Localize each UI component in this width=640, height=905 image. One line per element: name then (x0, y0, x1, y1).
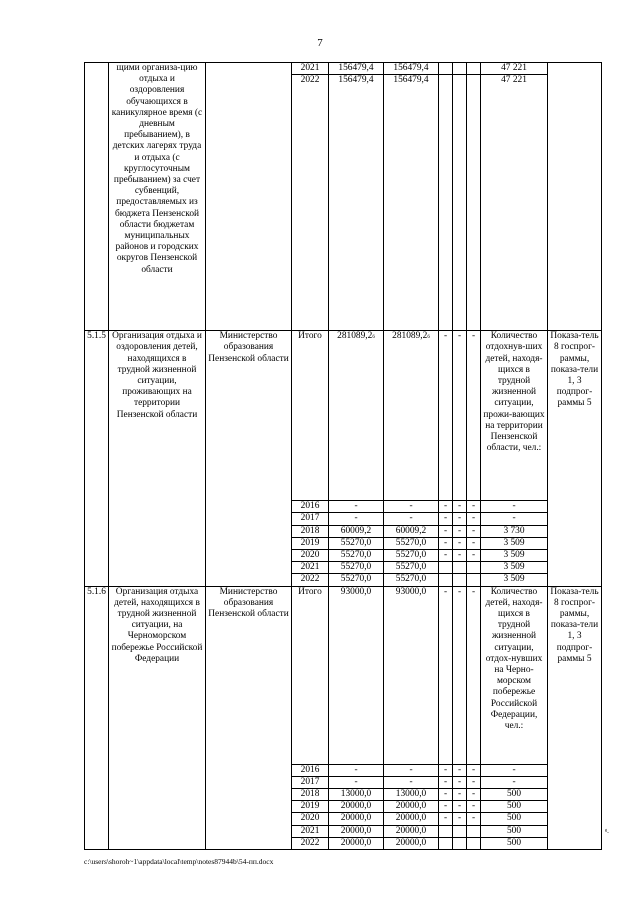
year-cell: 2021 (292, 562, 329, 574)
funding-cell: - (439, 813, 453, 825)
year-cell: 2018 (292, 525, 329, 537)
funding-cell: - (453, 764, 467, 776)
funding-cell: - (467, 525, 481, 537)
funding-cell: - (453, 537, 467, 549)
funding-cell: - (439, 801, 453, 813)
funding-cell (453, 837, 467, 849)
funding-cell (453, 63, 467, 75)
total-amount-cell: 60009,2 (329, 525, 384, 537)
indicator-value-cell: - (481, 513, 548, 525)
program-table (84, 62, 602, 850)
regional-amount-cell: 55270,0 (384, 574, 439, 586)
year-cell: 2019 (292, 801, 329, 813)
table-body (85, 63, 602, 850)
year-cell: 2016 (292, 501, 329, 513)
item-number: 5.1.6 (85, 586, 109, 849)
funding-cell: - (467, 513, 481, 525)
total-amount-cell: 55270,0 (329, 562, 384, 574)
regional-amount-cell: 55270,0 (384, 562, 439, 574)
funding-cell: - (453, 525, 467, 537)
funding-cell (467, 825, 481, 837)
regional-amount-cell: 55270,0 (384, 537, 439, 549)
funding-cell: - (453, 331, 467, 501)
funding-cell: - (467, 789, 481, 801)
total-amount-cell: 156479,4 (329, 63, 384, 75)
regional-amount-cell: 13000,0 (384, 789, 439, 801)
total-amount-cell: 13000,0 (329, 789, 384, 801)
indicator-value-cell: 3 509 (481, 562, 548, 574)
indicator-link: Показа-тель 8 госпрог-раммы, показа-тели 1, 3 подпрог-раммы 5 (548, 331, 602, 586)
funding-cell: - (439, 764, 453, 776)
funding-cell: - (467, 801, 481, 813)
funding-cell: - (467, 501, 481, 513)
regional-amount-cell: - (384, 764, 439, 776)
total-amount-cell: 20000,0 (329, 813, 384, 825)
regional-amount-cell: 20000,0 (384, 801, 439, 813)
margin-mark: ᵍ. (605, 827, 609, 835)
regional-amount-cell: 156479,4 (384, 75, 439, 331)
funding-cell (453, 562, 467, 574)
funding-cell (467, 562, 481, 574)
total-amount: 281089,2 (337, 331, 373, 342)
year-cell: 2022 (292, 75, 329, 331)
item-description: щими организа-цию отдыха и оздоровления обучающихся в каникулярное время (с дневным пребыванием), в детских лагерях труда и отдыха (с круглосуточным пребыванием) за счет субвенций, предоставляемых из бюджета Пензенской области бюджетам муниципальных районов и городских округов Пензенской области (109, 63, 206, 331)
year-cell: 2017 (292, 513, 329, 525)
indicator-value-cell: - (481, 764, 548, 776)
regional-amount-cell: 156479,4 (384, 63, 439, 75)
total-amount-cell: 156479,4 (329, 75, 384, 331)
funding-cell: - (467, 776, 481, 788)
total-mark: 6 (372, 335, 375, 341)
funding-cell (453, 825, 467, 837)
funding-cell (439, 574, 453, 586)
funding-cell: - (467, 537, 481, 549)
year-cell: 2018 (292, 789, 329, 801)
indicator-value-cell: 47 221 (481, 75, 548, 331)
item-header-row (85, 586, 602, 764)
itogo-label: Итого (292, 586, 329, 764)
funding-cell: - (467, 331, 481, 501)
indicator-value-cell: 3 509 (481, 537, 548, 549)
funding-cell (467, 574, 481, 586)
regional-amount-cell: - (384, 501, 439, 513)
year-cell: 2020 (292, 813, 329, 825)
funding-cell: - (453, 801, 467, 813)
funding-cell: - (467, 813, 481, 825)
indicator-value-cell: 3 509 (481, 574, 548, 586)
funding-cell: - (453, 789, 467, 801)
funding-cell (467, 63, 481, 75)
regional-amount-cell: 55270,0 (384, 550, 439, 562)
indicator-value-cell: 500 (481, 801, 548, 813)
itogo-label: Итого (292, 331, 329, 501)
total-amount-cell: - (329, 776, 384, 788)
funding-cell (439, 837, 453, 849)
year-cell: 2017 (292, 776, 329, 788)
regional-amount-cell: 20000,0 (384, 813, 439, 825)
indicator-value-cell: - (481, 501, 548, 513)
page-number: 7 (317, 37, 323, 49)
indicator-value-cell: 3 509 (481, 550, 548, 562)
regional-amount: 93000,0 (395, 586, 427, 597)
funding-cell: - (439, 513, 453, 525)
funding-cell: - (453, 776, 467, 788)
indicator-link: Показа-тель 8 госпрог-раммы, показа-тели 1, 3 подпрог-раммы 5 (548, 586, 602, 849)
year-cell: 2021 (292, 825, 329, 837)
indicator-link-cell (548, 63, 602, 331)
total-amount-cell: 55270,0 (329, 550, 384, 562)
funding-cell (467, 75, 481, 331)
total-amount: 93000,0 (340, 586, 372, 597)
regional-amount-cell: 60009,2 (384, 525, 439, 537)
funding-cell: - (439, 789, 453, 801)
total-amount-cell: - (329, 764, 384, 776)
footer-file-path: c:\users\shoroh~1\appdata\local\temp\notes87944b\54-пп.docx (84, 857, 274, 866)
total-amount-cell: 55270,0 (329, 537, 384, 549)
funding-cell: - (453, 586, 467, 764)
funding-cell: - (453, 550, 467, 562)
indicator-value-cell: 500 (481, 825, 548, 837)
year-cell: 2022 (292, 837, 329, 849)
regional-amount-cell: - (384, 776, 439, 788)
regional-amount-cell (384, 331, 439, 501)
total-amount-cell: - (329, 513, 384, 525)
indicator-value-cell: 47 221 (481, 63, 548, 75)
total-amount-cell (329, 331, 384, 501)
regional-amount-cell: 20000,0 (384, 837, 439, 849)
total-amount-cell: 20000,0 (329, 837, 384, 849)
total-amount-cell: 20000,0 (329, 825, 384, 837)
total-amount-cell: - (329, 501, 384, 513)
funding-cell (453, 574, 467, 586)
indicator-description: Количество отдохнув-ших детей, находя-щихся в трудной жизненной ситуации, прожи-вающих на территории Пензенской области, чел.: (481, 331, 548, 501)
year-cell: 2016 (292, 764, 329, 776)
total-amount-cell: 20000,0 (329, 801, 384, 813)
funding-cell: - (467, 764, 481, 776)
indicator-value-cell: 500 (481, 789, 548, 801)
regional-mark: 6 (427, 335, 430, 341)
funding-cell (439, 825, 453, 837)
year-cell: 2019 (292, 537, 329, 549)
item-name: Организация отдыха и оздоровления детей, находящихся в трудной жизненной ситуации, проживающих на территории Пензенской области (109, 331, 206, 586)
funding-cell: - (439, 501, 453, 513)
regional-amount: 281089,2 (392, 331, 428, 342)
item-executor (206, 63, 292, 331)
funding-cell (453, 75, 467, 331)
item-header-row (85, 331, 602, 501)
funding-cell: - (439, 525, 453, 537)
funding-cell (439, 63, 453, 75)
indicator-value-cell: - (481, 776, 548, 788)
indicator-description: Количество детей, находя-щихся в трудной жизненной ситуации, отдох-нувших на Черно-морском побережье Российской Федерации, чел.: (481, 586, 548, 764)
year-cell: 2020 (292, 550, 329, 562)
funding-cell: - (439, 776, 453, 788)
year-cell: 2022 (292, 574, 329, 586)
item-number: 5.1.5 (85, 331, 109, 586)
funding-cell: - (439, 537, 453, 549)
year-cell: 2021 (292, 63, 329, 75)
regional-amount-cell: - (384, 513, 439, 525)
funding-cell (467, 837, 481, 849)
funding-cell: - (453, 813, 467, 825)
funding-cell (439, 75, 453, 331)
funding-cell: - (439, 550, 453, 562)
indicator-value-cell: 3 730 (481, 525, 548, 537)
regional-amount-cell: 20000,0 (384, 825, 439, 837)
funding-cell: - (439, 586, 453, 764)
funding-cell: - (467, 550, 481, 562)
regional-amount-cell (384, 586, 439, 764)
table-row (85, 63, 602, 75)
funding-cell (439, 562, 453, 574)
item-number (85, 63, 109, 331)
funding-cell: - (439, 331, 453, 501)
total-amount-cell (329, 586, 384, 764)
indicator-value-cell: 500 (481, 813, 548, 825)
funding-cell: - (453, 501, 467, 513)
funding-cell: - (467, 586, 481, 764)
item-executor: Министерство образования Пензенской области (206, 331, 292, 586)
item-executor: Министерство образования Пензенской области (206, 586, 292, 849)
funding-cell: - (453, 513, 467, 525)
indicator-value-cell: 500 (481, 837, 548, 849)
item-name: Организация отдыха детей, находящихся в трудной жизненной ситуации, на Черноморском побережье Российской Федерации (109, 586, 206, 849)
total-amount-cell: 55270,0 (329, 574, 384, 586)
